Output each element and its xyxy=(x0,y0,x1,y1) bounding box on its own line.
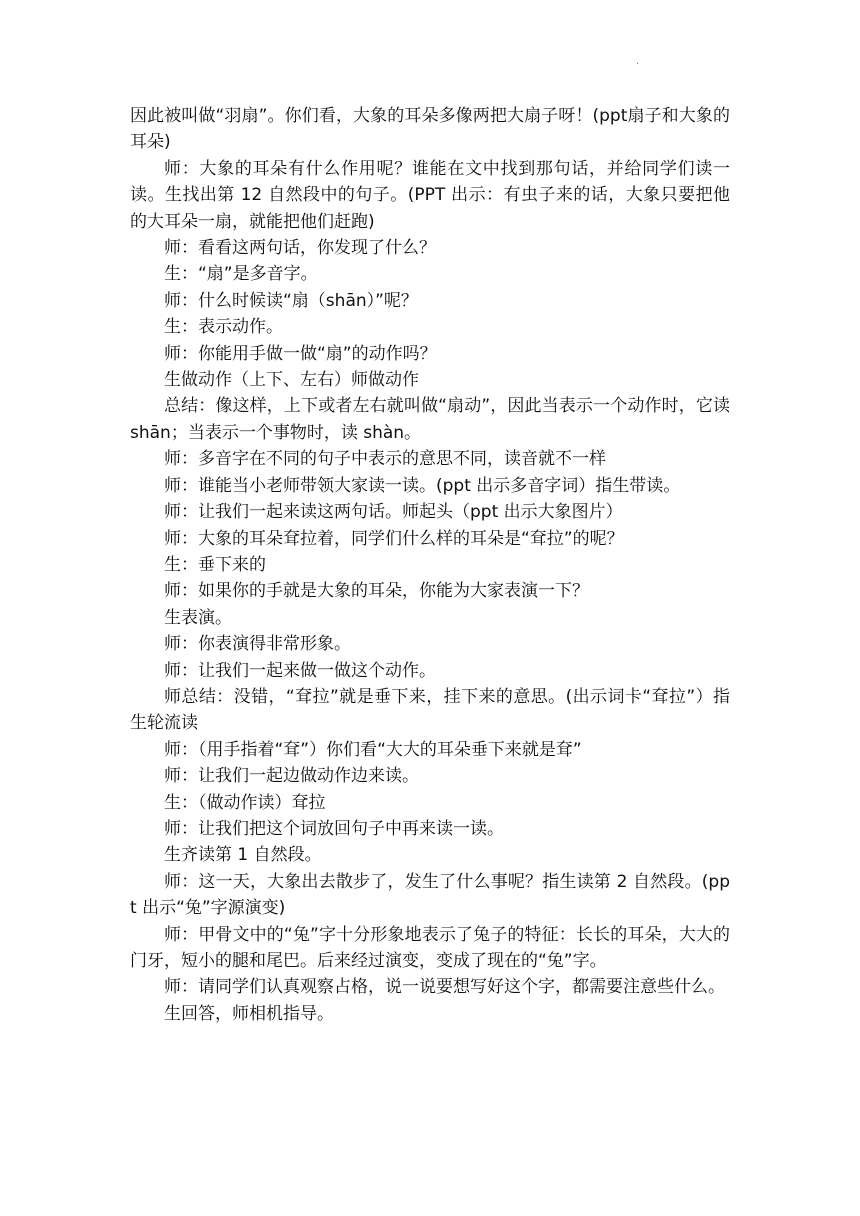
paragraph-20: 师：（用手指着“耷”）你们看“大大的耳朵垂下来就是耷” xyxy=(164,739,582,760)
paragraph-16: 生表演。 xyxy=(164,607,232,628)
paragraph-8: 生做动作（上下、左右）师做动作 xyxy=(164,370,419,391)
paragraph-10: 师：多音字在不同的句子中表示的意思不同，读音就不一样 xyxy=(164,449,606,470)
paragraph-25: 师：这一天，大象出去散步了，发生了什么事呢？指生读第 2 自然段。(ppt 出示“兔”字源演变) xyxy=(130,871,730,919)
paragraph-2: 师：大象的耳朵有什么作用呢？谁能在文中找到那句话，并给同学们读一读。生找出第 12 自然段中的句子。(PPT 出示：有虫子来的话，大象只要把他的大耳朵一扇，就能把他们赶跑) xyxy=(130,158,730,232)
paragraph-26: 师：甲骨文中的“兔”字十分形象地表示了兔子的特征：长长的耳朵，大大的门牙，短小的腿和尾巴。后来经过演变，变成了现在的“兔”字。 xyxy=(130,924,730,971)
paragraph-17: 师：你表演得非常形象。 xyxy=(164,634,351,655)
document-body xyxy=(130,103,730,1027)
paragraph-18: 师：让我们一起来做一做这个动作。 xyxy=(164,660,436,681)
paragraph-12: 师：让我们一起来读这两句话。师起头（ppt 出示大象图片） xyxy=(164,502,623,523)
paragraph-13: 师：大象的耳朵耷拉着，同学们什么样的耳朵是“耷拉”的呢？ xyxy=(164,528,624,549)
paragraph-27: 师：请同学们认真观察占格，说一说要想写好这个字，都需要注意些什么。 xyxy=(164,977,725,998)
paragraph-14: 生：垂下来的 xyxy=(164,554,266,575)
paragraph-5: 师：什么时候读“扇（shān）”呢？ xyxy=(164,290,418,311)
paragraph-21: 师：让我们一起边做动作边来读。 xyxy=(164,766,419,787)
paragraph-3: 师：看看这两句话，你发现了什么？ xyxy=(164,238,436,259)
paragraph-15: 师：如果你的手就是大象的耳朵，你能为大家表演一下？ xyxy=(164,581,589,602)
paragraph-19: 师总结：没错，“耷拉”就是垂下来，挂下来的意思。(出示词卡“耷拉”）指生轮流读 xyxy=(130,686,730,734)
paragraph-23: 师：让我们把这个词放回句子中再来读一读。 xyxy=(164,818,504,839)
paragraph-7: 师：你能用手做一做“扇”的动作吗？ xyxy=(164,343,437,364)
paragraph-24: 生齐读第 1 自然段。 xyxy=(164,845,322,866)
paragraph-4: 生：“扇”是多音字。 xyxy=(164,264,318,285)
paragraph-11: 师：谁能当小老师带领大家读一读。(ppt 出示多音字词）指生带读。 xyxy=(164,475,681,496)
page-mark: . xyxy=(636,56,640,67)
paragraph-9: 总结：像这样，上下或者左右就叫做“扇动”，因此当表示一个动作时，它读 shān；当表示一个事物时，读 shàn。 xyxy=(130,396,730,443)
paragraph-1: 因此被叫做“羽扇”。你们看，大象的耳朵多像两把大扇子呀！(ppt扇子和大象的耳朵) xyxy=(130,106,730,153)
paragraph-28: 生回答，师相机指导。 xyxy=(164,1003,334,1024)
paragraph-6: 生：表示动作。 xyxy=(164,317,283,338)
paragraph-22: 生：（做动作读）耷拉 xyxy=(164,792,326,813)
